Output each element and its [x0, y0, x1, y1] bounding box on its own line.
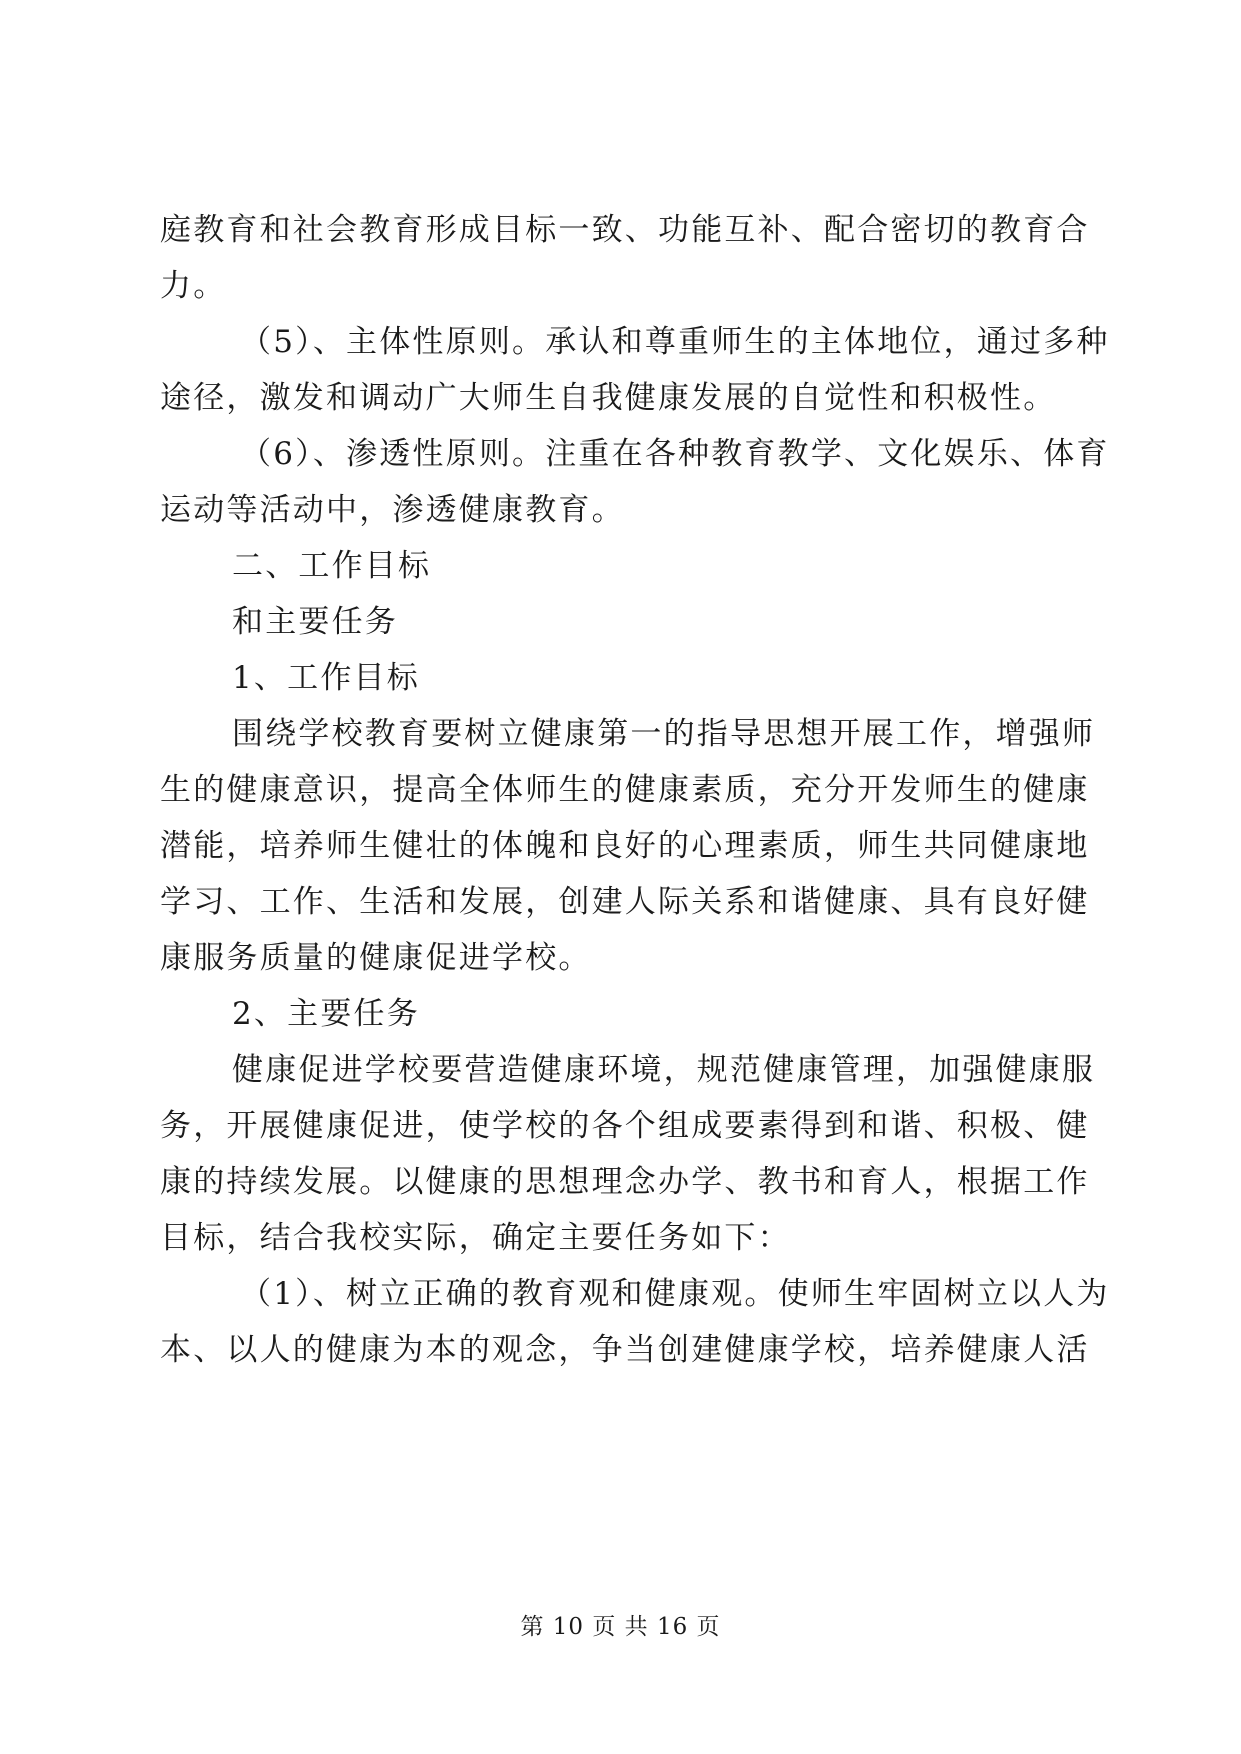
body-text-line: （1）、树立正确的教育观和健康观。使师生牢固树立以人为	[240, 1276, 1110, 1312]
body-text-line: 潜能，培养师生健壮的体魄和良好的心理素质，师生共同健康地	[160, 828, 1090, 864]
body-text-line: 本、以人的健康为本的观念，争当创建健康学校，培养健康人活	[160, 1332, 1090, 1368]
body-text-line: 学习、工作、生活和发展，创建人际关系和谐健康、具有良好健	[160, 884, 1090, 920]
body-text-line: 生的健康意识，提高全体师生的健康素质，充分开发师生的健康	[160, 772, 1090, 808]
body-text-line: 健康促进学校要营造健康环境，规范健康管理，加强健康服	[232, 1052, 1096, 1088]
body-text-line: 务，开展健康促进，使学校的各个组成要素得到和谐、积极、健	[160, 1108, 1090, 1144]
body-text-line: 运动等活动中，渗透健康教育。	[160, 492, 625, 528]
body-text-line: 力。	[160, 268, 227, 304]
subsection-heading: 1、工作目标	[232, 660, 420, 696]
body-text-line: 庭教育和社会教育形成目标一致、功能互补、配合密切的教育合	[160, 212, 1090, 248]
subsection-heading: 2、主要任务	[232, 996, 420, 1032]
body-text-line: 康服务质量的健康促进学校。	[160, 940, 592, 976]
body-text-line: 目标，结合我校实际，确定主要任务如下：	[160, 1220, 791, 1256]
body-text-line: 康的持续发展。以健康的思想理念办学、教书和育人，根据工作	[160, 1164, 1090, 1200]
body-text-line: （5）、主体性原则。承认和尊重师生的主体地位，通过多种	[240, 324, 1110, 360]
body-text-line: 途径，激发和调动广大师生自我健康发展的自觉性和积极性。	[160, 380, 1057, 416]
section-heading-continued: 和主要任务	[232, 604, 398, 640]
page-footer: 第 10 页 共 16 页	[520, 1614, 721, 1640]
section-heading: 二、工作目标	[232, 548, 432, 584]
body-text-line: 围绕学校教育要树立健康第一的指导思想开展工作，增强师	[232, 716, 1096, 752]
body-text-line: （6）、渗透性原则。注重在各种教育教学、文化娱乐、体育	[240, 436, 1110, 472]
